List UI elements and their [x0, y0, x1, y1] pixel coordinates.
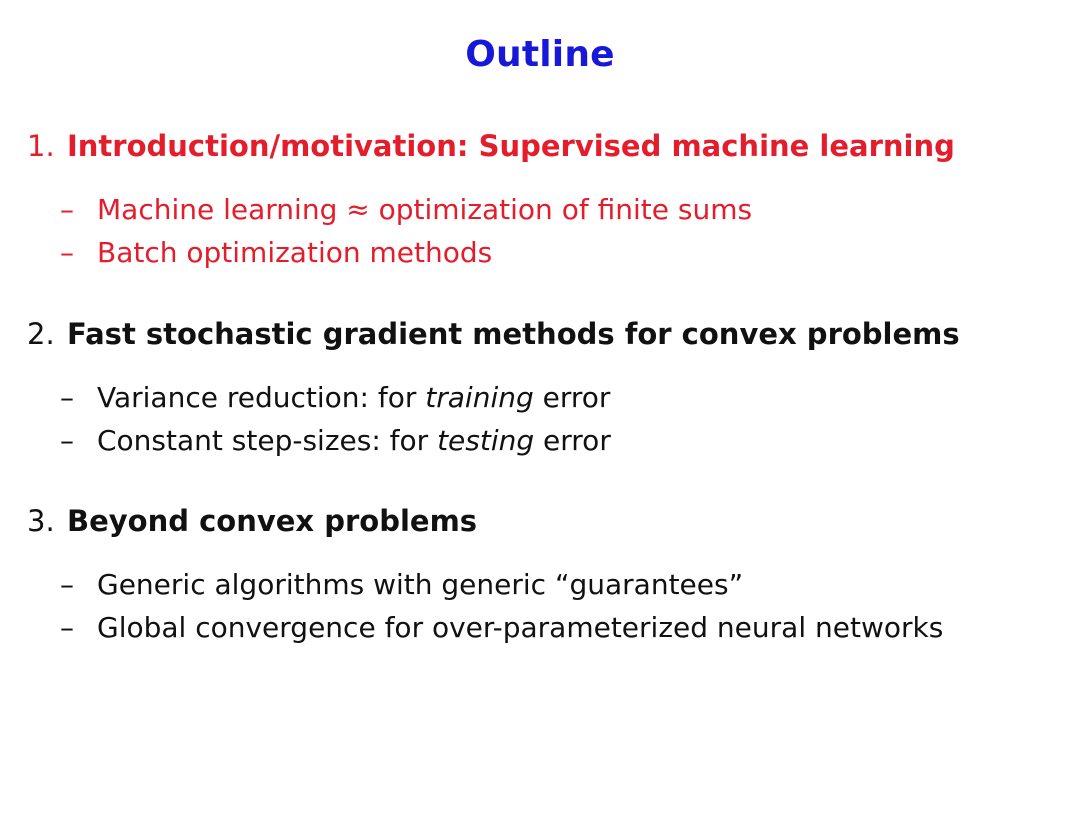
- slide-title: Outline: [465, 34, 615, 75]
- item-text: Batch optimization methods: [97, 236, 493, 269]
- list-item: [60, 419, 1047, 462]
- list-item: [60, 188, 1047, 231]
- dash-bullet: –: [60, 568, 74, 601]
- dash-bullet: –: [60, 381, 74, 414]
- item-text: Machine learning ≈ optimization of finite sums: [97, 193, 753, 226]
- item-text-emphasis: training: [425, 381, 534, 414]
- section-title: Beyond convex problems: [67, 504, 478, 538]
- outline-section-3: [27, 503, 1047, 649]
- outline-section-2: [27, 316, 1047, 462]
- section-number: 3.: [27, 504, 55, 538]
- dash-bullet: –: [60, 611, 74, 644]
- section-heading: [27, 316, 1047, 352]
- section-heading: [27, 503, 1047, 539]
- section-title: Fast stochastic gradient methods for convex problems: [67, 317, 960, 351]
- section-number: 1.: [27, 129, 55, 163]
- section-title: Introduction/motivation: Supervised machine learning: [67, 129, 955, 163]
- section-heading: [27, 128, 1047, 164]
- list-item: [60, 376, 1047, 419]
- dash-bullet: –: [60, 236, 74, 269]
- item-text: Generic algorithms with generic “guarantees”: [97, 568, 744, 601]
- item-text: Global convergence for over-parameterized neural networks: [97, 611, 944, 644]
- section-items: [27, 188, 1047, 274]
- item-text-emphasis: testing: [437, 424, 535, 457]
- item-text-post: error: [534, 424, 611, 457]
- dash-bullet: –: [60, 193, 74, 226]
- section-items: [27, 563, 1047, 649]
- section-number: 2.: [27, 317, 55, 351]
- dash-bullet: –: [60, 424, 74, 457]
- list-item: [60, 563, 1047, 606]
- outline-section-1: [27, 128, 1047, 274]
- list-item: [60, 231, 1047, 274]
- list-item: [60, 606, 1047, 649]
- item-text-pre: Constant step-sizes: for: [97, 424, 438, 457]
- section-items: [27, 376, 1047, 462]
- item-text-pre: Variance reduction: for: [97, 381, 426, 414]
- item-text-post: error: [533, 381, 611, 414]
